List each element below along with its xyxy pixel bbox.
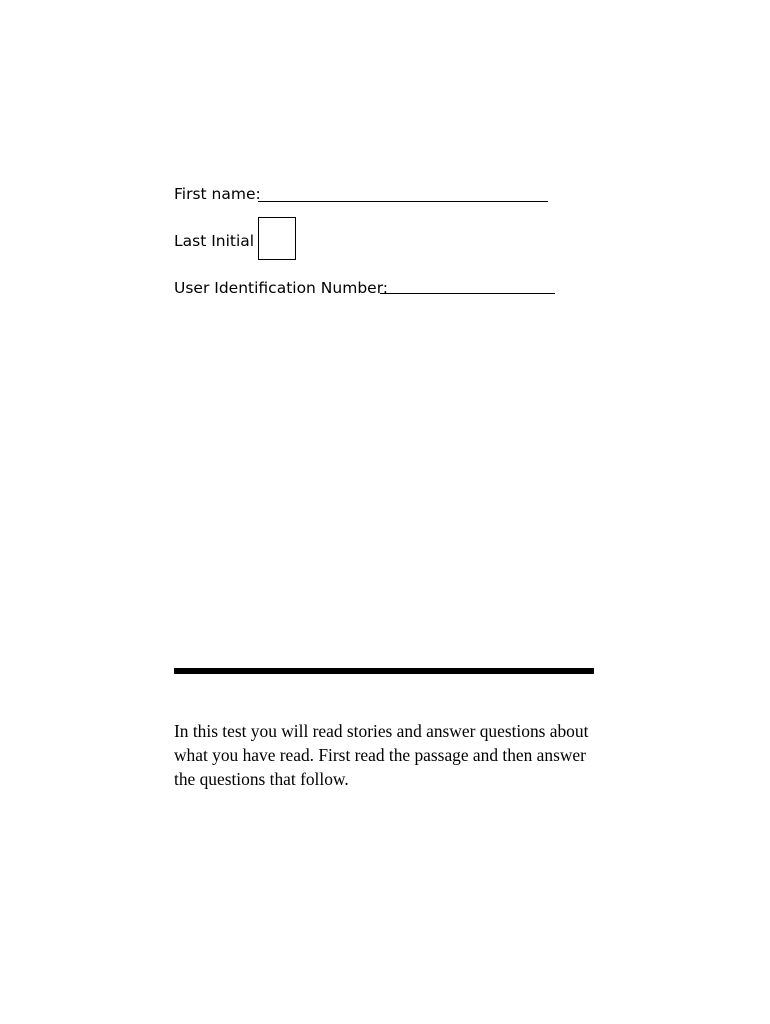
instructions-line: the questions that follow. bbox=[174, 769, 349, 789]
user-id-field[interactable] bbox=[380, 293, 555, 294]
section-divider bbox=[174, 668, 594, 674]
instructions-line: In this test you will read stories and answer questions about bbox=[174, 721, 589, 741]
instructions-paragraph bbox=[174, 719, 604, 791]
user-id-label: User Identification Number: bbox=[174, 279, 389, 297]
instructions-line: what you have read. First read the passage and then answer bbox=[174, 745, 586, 765]
first-name-field[interactable] bbox=[258, 201, 548, 202]
last-initial-box[interactable] bbox=[258, 217, 296, 260]
last-initial-label: Last Initial bbox=[174, 232, 255, 250]
first-name-label: First name: bbox=[174, 185, 261, 203]
